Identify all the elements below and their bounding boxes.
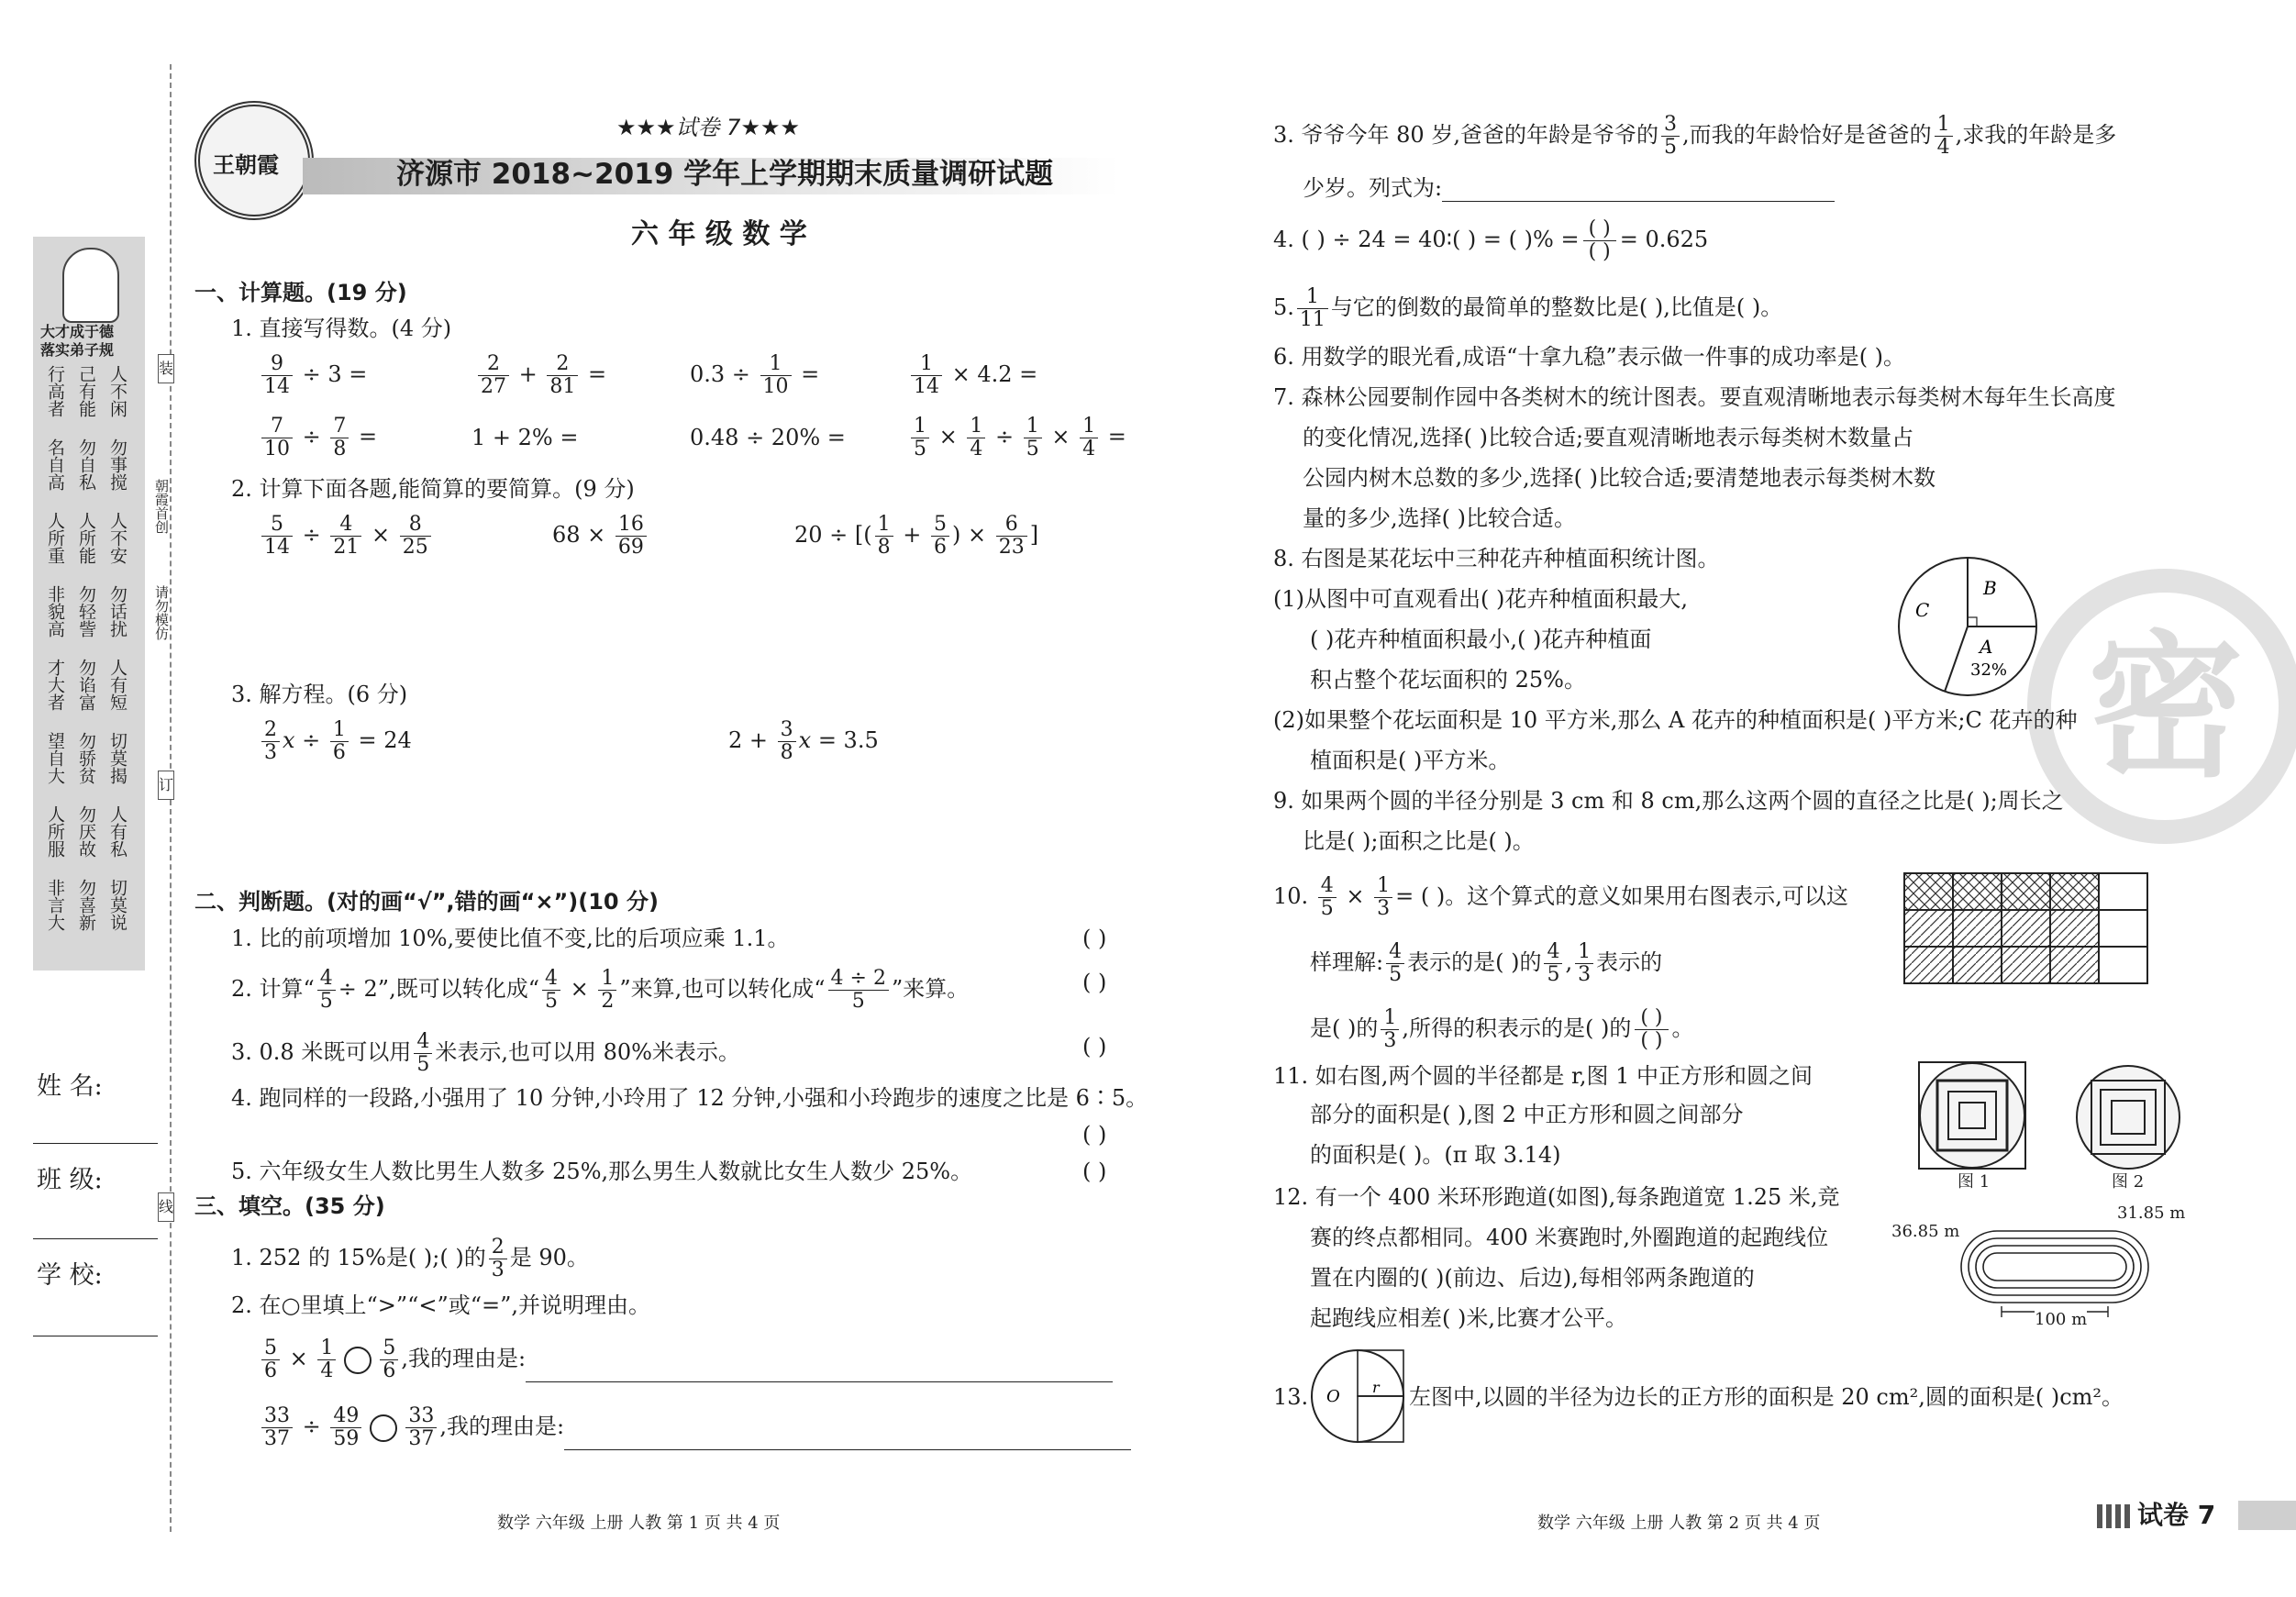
q3-title: 3. 解方程。(6 分): [231, 682, 408, 707]
equation-1: $\frac{2}{3}$ x ÷ $\frac{1}{6}$ = 24: [259, 719, 412, 764]
compare-circle-2[interactable]: [370, 1414, 397, 1442]
class-field[interactable]: [33, 1238, 158, 1239]
slogan-2: 落实弟子规: [40, 341, 115, 359]
q12-line4: 起跑线应相差( )米,比赛才公平。: [1310, 1305, 1627, 1331]
slogan-1: 大才成于德: [40, 323, 115, 340]
fold-mark-text-1: 朝霞首创: [153, 479, 170, 534]
stamp-char: 密: [2088, 616, 2245, 799]
calc-row-1b: $\frac{2}{27}$ + $\frac{2}{81}$ =: [475, 353, 606, 398]
compare-2: $\frac{33}{37}$ ÷ $\frac{49}{59}$ $\frac{33}{37}$ ,我的理由是:: [259, 1405, 1131, 1450]
q10-line3: 是( )的 $\frac{1}{3}$ ,所得的积表示的是( )的 ( ) ( ) 。: [1310, 1006, 1694, 1052]
rule-column: 勿喜新: [76, 879, 96, 931]
calc-row-2: $\frac{7}{10}$ ÷ $\frac{7}{8}$ =: [259, 416, 377, 460]
series-label: ★★★试卷 7★★★: [616, 115, 800, 140]
q8-1b: ( )花卉种植面积最小,( )花卉种植面: [1310, 627, 1652, 652]
right-angle-mark: [1968, 617, 1977, 627]
rule-column: 行高者: [45, 365, 65, 417]
q7-line2: 的变化情况,选择( )比较合适;要直观清晰地表示每类树木数量占: [1303, 425, 1914, 450]
name-label: 姓 名:: [37, 1072, 103, 1101]
subject-title: 六 年 级 数 学: [631, 218, 807, 250]
q9-line2: 比是( );面积之比是( )。: [1303, 828, 1535, 854]
judge-3: 3. 0.8 米既可以用 $\frac{4}{5}$ 米表示,也可以用 80%米表示。: [231, 1030, 740, 1076]
q4: 4. ( ) ÷ 24 = 40∶( ) = ( )% = ( ) ( ) = 0.625: [1273, 217, 1709, 263]
judge-4: 4. 跑同样的一段路,小强用了 10 分钟,小玲用了 12 分钟,小强和小玲跑步的速度之比是 6∶5。: [231, 1085, 1148, 1111]
q6: 6. 用数学的眼光看,成语“十拿九稳”表示做一件事的成功率是( )。: [1273, 344, 1906, 370]
q11-line3: 的面积是( )。(π 取 3.14): [1310, 1142, 1561, 1168]
rule-column: 人不闲: [107, 365, 128, 417]
calc-row-2c: 0.48 ÷ 20% =: [690, 425, 846, 450]
class-label: 班 级:: [37, 1166, 103, 1194]
rule-column: 勿谄富: [76, 659, 96, 711]
calc-row-2d: $\frac{1}{5}$ × $\frac{1}{4}$ ÷ $\frac{1}{5}$ × $\frac{1}{4}$ =: [908, 416, 1126, 460]
fraction-grid-figure: [1902, 871, 2150, 985]
track-left-label: 36.85 m: [1891, 1222, 1960, 1241]
compare-circle-1[interactable]: [344, 1347, 372, 1374]
q3-cont: 少岁。列式为:: [1303, 174, 1835, 202]
fraction-blank[interactable]: ( ) ( ): [1583, 218, 1616, 263]
calc-row-1d: $\frac{1}{14}$ × 4.2 =: [908, 353, 1037, 398]
exam-tag: 试卷 7: [2137, 1500, 2216, 1530]
section-3-title: 三、填空。(35 分): [194, 1193, 385, 1219]
rule-column: 非言大: [45, 879, 65, 931]
calc-row-2b: 1 + 2% =: [471, 425, 579, 450]
rule-column: 己有能: [76, 365, 96, 417]
name-field[interactable]: [33, 1143, 158, 1144]
rule-column: 人所服: [45, 805, 65, 858]
rules-columns: [39, 365, 141, 961]
q7-line4: 量的多少,选择( )比较合适。: [1303, 505, 1576, 531]
q12-line1: 12. 有一个 400 米环形跑道(如图),每条跑道宽 1.25 米,竞: [1273, 1184, 1840, 1210]
judge-5-answer[interactable]: ( ): [1082, 1159, 1107, 1184]
left-footer: 数学 六年级 上册 人教 第 1 页 共 4 页: [497, 1514, 781, 1533]
judge-4-answer[interactable]: ( ): [1082, 1122, 1107, 1148]
rule-column: 勿自私: [76, 438, 96, 491]
q3: 3. 爷爷今年 80 岁,爸爸的年龄是爷爷的 $\frac{3}{5}$ ,而我的年龄恰好是爸爸的 $\frac{1}{4}$ ,求我的年龄是多: [1273, 113, 2117, 159]
compare-1: $\frac{5}{6}$ × $\frac{1}{4}$ $\frac{5}{6}$ ,我的理由是:: [259, 1337, 1113, 1382]
q2-title: 2. 计算下面各题,能简算的要简算。(9 分): [231, 476, 635, 502]
svg-text:r: r: [1372, 1379, 1380, 1396]
sidebar-panel: [33, 237, 145, 970]
judge-1: 1. 比的前项增加 10%,要使比值不变,比的后项应乘 1.1。: [231, 926, 790, 951]
calc-row-1c: 0.3 ÷ $\frac{1}{10}$ =: [690, 352, 820, 398]
flower-pie-chart: [1890, 549, 2046, 704]
school-label: 学 校:: [37, 1261, 103, 1290]
fold-mark-text-2: 请勿模仿: [153, 585, 170, 640]
q8: 8. 右图是某花坛中三种花卉种植面积统计图。: [1273, 546, 1720, 571]
q10-line2: 样理解: $\frac{4}{5}$ 表示的是( )的 $\frac{4}{5}$ , $\frac{1}{3}$ 表示的: [1310, 940, 1663, 986]
rule-column: 人有短: [107, 659, 128, 711]
brand-logo-text: 王朝霞: [213, 151, 279, 178]
fill-1: 1. 252 的 15%是( );( )的 $\frac{2}{3}$ 是 90。: [231, 1236, 589, 1281]
rule-column: 勿骄贫: [76, 732, 96, 784]
circle-square-figure: [1308, 1347, 1407, 1446]
q11-line1: 11. 如右图,两个圆的半径都是 r,图 1 中正方形和圆之间: [1273, 1063, 1814, 1089]
svg-text:O: O: [1326, 1387, 1340, 1406]
rule-column: 人所能: [76, 512, 96, 564]
rule-column: 勿事搅: [107, 438, 128, 491]
simplify-2: 68 × $\frac{16}{69}$: [552, 514, 649, 559]
simplify-3: 20 ÷ [( $\frac{1}{8}$ + $\frac{5}{6}$ ) × $\frac{6}{23}$ ]: [794, 513, 1039, 559]
pie-label-a: A: [1980, 636, 1993, 658]
reason-line-1[interactable]: [526, 1381, 1113, 1382]
cartoon-figure: [62, 248, 119, 323]
pie-divider-3: [1945, 627, 1968, 692]
exam-tag-decoration: [2097, 1504, 2130, 1528]
judge-2: 2. 计算“ $\frac{4}{5}$ ÷ 2”,既可以转化成“ $\frac{4}{5}$ × $\frac{1}{2}$ ”来算,也可以转化成“ $\frac{4 \div 2}{5}$ ”来算。: [231, 967, 970, 1013]
fold-mark-3: 线: [158, 1192, 174, 1222]
q7-line3: 公园内树木总数的多少,选择( )比较合适;要清楚地表示每类树木数: [1303, 465, 1936, 491]
track-right-label: 31.85 m: [2117, 1203, 2186, 1223]
judge-3-answer[interactable]: ( ): [1082, 1034, 1107, 1059]
brand-logo: [194, 101, 314, 220]
pie-label-a-pct: 32%: [1970, 660, 2008, 680]
q12-line3: 置在内圈的( )(前边、后边),每相邻两条跑道的: [1310, 1265, 1755, 1291]
q8-2a: (2)如果整个花坛面积是 10 平方米,那么 A 花卉的种植面积是( )平方米;C 花卉的种: [1273, 707, 2078, 733]
fill-2: 2. 在○里填上“>”“<”或“=”,并说明理由。: [231, 1292, 651, 1318]
rule-column: 人不安: [107, 512, 128, 564]
figure-2: [2075, 1064, 2181, 1170]
rule-column: 非貌高: [45, 585, 65, 638]
q7-line1: 7. 森林公园要制作园中各类树木的统计图表。要直观清晰地表示每类树木每年生长高度: [1273, 384, 2116, 410]
rule-column: 名自高: [45, 438, 65, 491]
fold-mark-2: 订: [158, 771, 174, 800]
exam-tag-bar: [2238, 1501, 2296, 1530]
judge-5: 5. 六年级女生人数比男生人数多 25%,那么男生人数就比女生人数少 25%。: [231, 1159, 973, 1184]
rule-column: 切莫说: [107, 879, 128, 931]
rule-column: 切莫揭: [107, 732, 128, 784]
rule-column: 勿厌故: [76, 805, 96, 858]
q9-line1: 9. 如果两个圆的半径分别是 3 cm 和 8 cm,那么这两个圆的直径之比是( );周长之: [1273, 788, 2064, 814]
q8-1a: (1)从图中可直观看出( )花卉种植面积最大,: [1273, 586, 1688, 612]
figure-1: [1917, 1060, 2027, 1170]
q13-text: 左图中,以圆的半径为边长的正方形的面积是 20 cm²,圆的面积是( )cm²。: [1409, 1384, 2124, 1410]
track-bottom-label: 100 m: [2035, 1306, 2087, 1334]
q8-2b: 植面积是( )平方米。: [1310, 748, 1511, 773]
pie-label-c: C: [1915, 599, 1930, 621]
q13-number: 13.: [1273, 1384, 1309, 1410]
exam-title: 济源市 2018~2019 学年上学期期末质量调研试题: [396, 158, 1054, 191]
q8-1c: 积占整个花坛面积的 25%。: [1310, 667, 1586, 693]
rule-column: 人有私: [107, 805, 128, 858]
q11-line2: 部分的面积是( ),图 2 中正方形和圆之间部分: [1310, 1102, 1744, 1127]
rule-column: 勿轻訾: [76, 585, 96, 638]
pie-label-b: B: [1983, 577, 1997, 599]
calc-row-1: $\frac{9}{14}$ ÷ 3 =: [259, 353, 367, 398]
rule-column: 望自大: [45, 732, 65, 784]
q10-fraction-blank[interactable]: ( ) ( ): [1635, 1007, 1668, 1052]
formula-line[interactable]: [1442, 201, 1835, 202]
judge-2-answer[interactable]: ( ): [1082, 970, 1107, 995]
rule-column: 人所重: [45, 512, 65, 564]
figure-2-label: 图 2: [2112, 1172, 2145, 1192]
judge-1-answer[interactable]: ( ): [1082, 926, 1107, 951]
equation-2: 2 + $\frac{3}{8}$ x = 3.5: [728, 718, 879, 764]
simplify-1: $\frac{5}{14}$ ÷ $\frac{4}{21}$ × $\frac{8}{25}$: [259, 514, 434, 559]
rule-column: 才大者: [45, 659, 65, 711]
q10-line1: 10. $\frac{4}{5}$ × $\frac{1}{3}$ = ( )。这个算式的意义如果用右图表示,可以这: [1273, 874, 1848, 920]
fold-mark-1: 装: [158, 354, 174, 383]
q1-title: 1. 直接写得数。(4 分): [231, 316, 452, 341]
right-footer: 数学 六年级 上册 人教 第 2 页 共 4 页: [1537, 1514, 1821, 1533]
rule-column: 勿话扰: [107, 585, 128, 638]
section-1-title: 一、计算题。(19 分): [194, 280, 407, 305]
q5: 5. $\frac{1}{11}$ 与它的倒数的最简单的整数比是( ),比值是( )。: [1273, 285, 1783, 331]
figure-1-label: 图 1: [1958, 1172, 1991, 1192]
reason-line-2[interactable]: [564, 1449, 1131, 1450]
section-2-title: 二、判断题。(对的画“√”,错的画“×”)(10 分): [194, 889, 659, 915]
q12-line2: 赛的终点都相同。400 米赛跑时,外圈跑道的起跑线位: [1310, 1225, 1829, 1250]
